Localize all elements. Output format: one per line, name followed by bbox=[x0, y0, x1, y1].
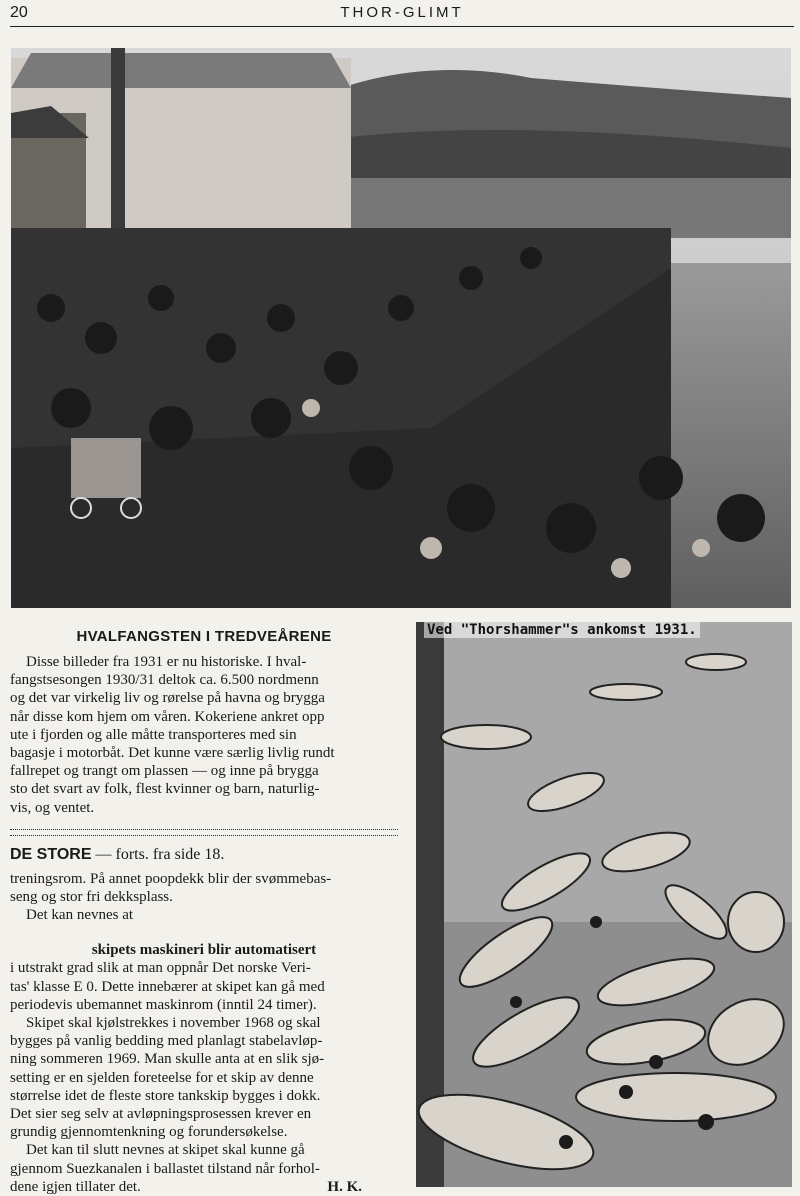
article-line: ning sommeren 1969. Man skulle anta at en slik sjø- bbox=[10, 1051, 325, 1068]
article-line: Skipet skal kjølstrekkes i november 1968 og skal bbox=[26, 1015, 321, 1032]
page-header bbox=[10, 0, 794, 27]
section-heading-rest: — forts. fra side 18. bbox=[91, 845, 225, 863]
article-line: periodevis ubemannet maskinrom (inntil 24 timer). bbox=[10, 996, 317, 1013]
article-line: og det var virkelig liv og rørelse på havna og brygga bbox=[10, 690, 325, 707]
section-heading bbox=[10, 846, 398, 864]
article-line: dene igjen tillater det. bbox=[10, 1178, 141, 1195]
article-line: setting er en sjelden foreteelse for et skip av denne bbox=[10, 1069, 314, 1086]
photo-caption: Ved "Thorshammer"s ankomst 1931. bbox=[424, 622, 700, 638]
article-line: tas' klasse E 0. Dette innebærer at skipet kan gå med bbox=[10, 978, 325, 995]
signature: H. K. bbox=[327, 1178, 362, 1195]
text-column bbox=[10, 622, 398, 1196]
article-line: i utstrakt grad slik at man oppnår Det norske Veri- bbox=[10, 960, 311, 977]
magazine-title: THOR-GLIMT bbox=[340, 4, 464, 21]
article-line: gjennom Suezkanalen i ballastet tilstand når forhol- bbox=[10, 1160, 320, 1177]
article-line: Det kan nevnes at bbox=[26, 907, 134, 924]
rowboats-photo bbox=[416, 622, 792, 1187]
article-line: bagasje i motorbåt. Det kunne være særlig livlig rundt bbox=[10, 745, 335, 762]
article-line: størrelse idet de fleste store tankskip bygges i dokk. bbox=[10, 1087, 321, 1104]
article-line-last bbox=[10, 1178, 398, 1196]
page-number: 20 bbox=[10, 4, 28, 21]
article-line: vis, og ventet. bbox=[10, 799, 95, 816]
article-line: når disse kom hjem om våren. Kokeriene ankret opp bbox=[10, 708, 325, 725]
article-line: fallrepet og trangt om plassen — og inne på brygga bbox=[10, 763, 319, 780]
article-line: bygges på vanlig bedding med planlagt stabelavløp- bbox=[10, 1033, 323, 1050]
article-line: sto det svart av folk, flest kvinner og barn, naturlig- bbox=[10, 781, 320, 798]
article-title: HVALFANGSTEN I TREDVEÅRENE bbox=[76, 628, 332, 645]
section-heading-bold: DE STORE bbox=[10, 845, 92, 863]
subheading: skipets maskineri blir automatisert bbox=[91, 942, 317, 959]
article-line: Det sier seg selv at avløpningsprosessen krever en bbox=[10, 1106, 312, 1123]
article-line: Disse billeder fra 1931 er nu historiske. I hval- bbox=[26, 654, 307, 670]
article-line: seng og stor fri dekksplass. bbox=[10, 889, 173, 906]
article-line: ute i fjorden og alle måtte transporteres med sin bbox=[10, 726, 297, 743]
article-line: Det kan til slutt nevnes at skipet skal kunne gå bbox=[26, 1142, 305, 1159]
article-line: grundig gjennomtenkning og forundersøkelse. bbox=[10, 1124, 288, 1141]
article-line: treningsrom. På annet poopdekk blir der svømmebas- bbox=[10, 870, 332, 887]
dotted-divider bbox=[10, 829, 398, 836]
harbor-crowd-photo bbox=[11, 48, 791, 608]
article-line: fangstsesongen 1930/31 deltok ca. 6.500 nordmenn bbox=[10, 672, 319, 689]
